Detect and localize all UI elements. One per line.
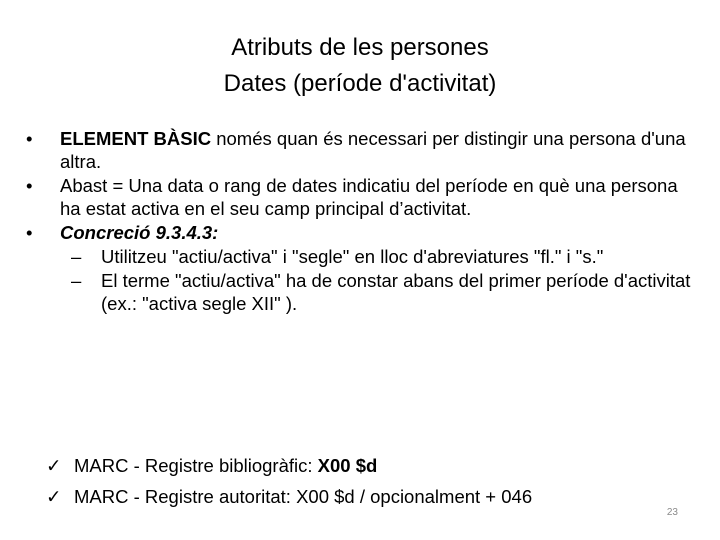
check-text: MARC - Registre autoritat: X00 $d / opcionalment + 046: [74, 486, 533, 507]
check-text: MARC - Registre bibliogràfic:: [74, 455, 318, 476]
sub-bullet-item: [71, 269, 696, 315]
bullet-item: [26, 127, 696, 173]
bullet-bold-label: ELEMENT BÀSIC: [60, 128, 212, 149]
checkmark-icon: ✓: [46, 455, 62, 476]
page-number: 23: [666, 507, 678, 518]
slide-title: [0, 30, 720, 102]
bullet-dot-icon: •: [26, 175, 33, 196]
title-line-1: Atributs de les persones: [231, 34, 489, 61]
sub-bullet-text: Utilitzeu "actiu/activa" i "segle" en lloc d'abreviatures "fl." i "s.": [101, 246, 604, 267]
bullet-item: [26, 221, 696, 244]
check-item: [46, 450, 686, 481]
bullet-list: [26, 127, 696, 316]
dash-icon: –: [71, 270, 82, 291]
bullet-text: Abast = Una data o rang de dates indicatiu del període en què una persona ha estat activa en el seu camp principal d’activitat.: [60, 175, 678, 219]
check-bold-text: X00 $d: [317, 455, 378, 476]
bullet-text: Concreció 9.3.4.3:: [60, 222, 219, 243]
bullet-item: [26, 174, 696, 220]
sub-bullet-item: [71, 245, 696, 268]
bullet-dot-icon: •: [26, 128, 33, 149]
dash-icon: –: [71, 246, 82, 267]
sub-bullet-text: El terme "actiu/activa" ha de constar abans del primer període d'activitat (ex.: "activa segle XII" ).: [101, 270, 691, 314]
check-list: [46, 450, 686, 512]
checkmark-icon: ✓: [46, 486, 62, 507]
check-item: [46, 481, 686, 512]
bullet-dot-icon: •: [26, 222, 33, 243]
title-line-2: Dates (període d'activitat): [223, 70, 497, 97]
bullet-text: només quan és necessari per distingir una persona d'una altra.: [60, 128, 686, 172]
